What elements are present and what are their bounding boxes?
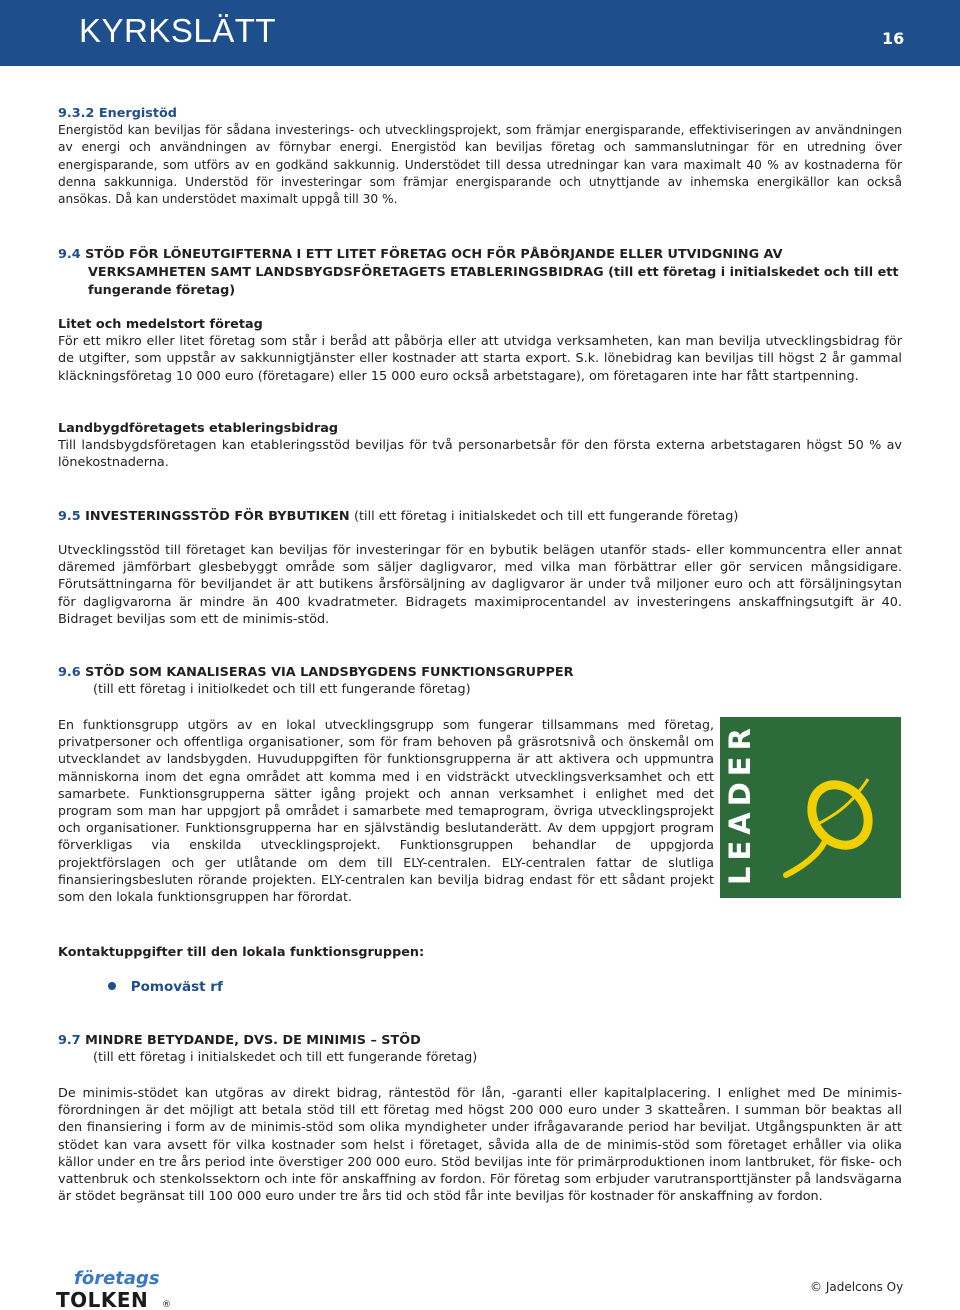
section-paragraph: Utvecklingsstöd till företaget kan beviljas för investeringar för en bybutik belägen utanför stads- eller kommuncentra eller annat däremed jämförbart glesbebyggt område som säljer dagligvaror, med vilka man förbättrar eller gör servicen mångsidigare. Förutsättningarna för beviljandet är att butikens årsförsäljning av dagligvaror är under två miljoner euro och att försäljningsytan för dagligvarorna är mindre än 400 kvadratmeter. Bidragets maximiprocentandel av investeringens anskaffningsutgift är 40. Bidraget beviljas som ett de minimis-stöd. <box>58 543 902 627</box>
contact-block <box>58 944 902 961</box>
logo-registered-mark: ® <box>162 1300 171 1310</box>
section-title-suffix: (till ett företag i initialskedet och till ett fungerande företag) <box>354 509 739 524</box>
leader-logo <box>720 717 901 898</box>
section-heading: 9.3.2 Energistöd <box>58 106 177 121</box>
logo-line-1: företags <box>74 1268 160 1289</box>
bullet-icon <box>108 982 116 990</box>
section-title: INVESTERINGSSTÖD FÖR BYBUTIKEN <box>85 509 350 524</box>
subsection-rural-company <box>58 420 902 472</box>
section-9-7-body <box>58 1085 902 1205</box>
section-title: STÖD FÖR LÖNEUTGIFTERNA I ETT LITET FÖRETAG OCH FÖR PÅBÖRJANDE ELLER UTVIDGNING AV VERKSAMHETEN SAMT LANDSBYGDSFÖRETAGETS ETABLERINGSBIDRAG (till ett företag i initialskedet och till ett fungerande företag) <box>85 247 899 298</box>
section-paragraph: Energistöd kan beviljas för sådana investerings- och utvecklingsprojekt, som främjar energisparande, effektiviseringen av användningen av energi och användningen av förnybar energi. Energistöd kan beviljas företag och sammanslutningar för en utredning över energisparande, som utförs av en godkänd sakkunnig. Understödet till dessa utredningar kan vara maximalt 40 % av kostnaderna för denna sakkunniga. Understöd för investeringar som främjar energisparande och utnyttjande av inhemska energikällor kan också ansökas. Då kan understödet maximalt uppgå till 30 %. <box>58 123 902 207</box>
section-subtitle: (till ett företag i initiolkedet och till ett fungerande företag) <box>93 682 471 698</box>
contact-item-label: Pomoväst rf <box>130 979 223 995</box>
subsection-heading: Litet och medelstort företag <box>58 317 263 332</box>
subsection-paragraph: Till landsbygdsföretagen kan etableringsstöd beviljas för två personarbetsår för den första externa arbetstagaren högst 50 % av lönekostnaderna. <box>58 438 902 471</box>
foretagstolken-logo <box>56 1266 176 1310</box>
section-heading <box>58 1032 902 1049</box>
page-number: 16 <box>882 29 905 48</box>
section-heading <box>58 508 902 525</box>
contact-heading: Kontaktuppgifter till den lokala funktionsgruppen: <box>58 945 425 960</box>
copyright: © Jadelcons Oy <box>810 1280 904 1294</box>
section-number: 9.6 <box>58 665 81 680</box>
section-paragraph: En funktionsgrupp utgörs av en lokal utvecklingsgrupp som fungerar tillsammans med företag, privatpersoner och offentliga organisationer, som för fram behoven på gräsrotsnivå och önskemål om utvecklandet av landsbygden. Huvuduppgiften för funktionsgrupperna är att aktivera och uppmuntra människorna inom det egna området att komma med i en vidsträckt utvecklingsverksamhet och ett samarbete. Funktionsgrupperna sätter igång projekt och annan verksamhet i enlighet med det program som man har uppgjort på området i samarbete med temaprogram, övriga utvecklingsprojekt och organisationer. Funktionsgrupperna har en självständig beslutanderätt. Av dem uppgjort program förverkligas via enskilda utvecklingsprojekt. Funktionsgruppen behandlar de uppgjorda projektförslagen och ger utlåtande om dem till ELY-centralen. ELY-centralen fattar de slutliga finansieringsbesluten rörande projekten. ELY-centralen kan bevilja bidrag endast för ett sådant projekt som den lokala funktionsgruppen har förordat. <box>58 717 714 905</box>
subsection-paragraph: För ett mikro eller litet företag som står i beråd att påbörja eller att utvidga verksamheten, kan man bevilja utvecklingsbidrag för de utgifter, som uppstår av sakkunnigtjänster eller kostnader att starta export. S.k. lönebidrag kan beviljas till högst 2 år gammal kläckningsföretag 10 000 euro (företagare) eller 15 000 euro också arbetstagare), om företagaren inte har fått startpenning. <box>58 334 902 384</box>
leader-logo-text: LEADER <box>723 722 757 885</box>
logo-line-2: TOLKEN <box>56 1288 149 1310</box>
section-subtitle: (till ett företag i initialskedet och till ett fungerande företag) <box>93 1050 478 1066</box>
contact-item[interactable] <box>108 979 223 995</box>
section-heading <box>58 246 902 300</box>
header-title: KYRKSLÄTT <box>79 12 277 49</box>
section-number: 9.7 <box>58 1033 81 1048</box>
section-9-5 <box>58 508 902 525</box>
section-9-7 <box>58 1032 902 1066</box>
subsection-small-company <box>58 316 902 385</box>
subsection-heading: Landbygdföretagets etableringsbidrag <box>58 421 339 436</box>
section-heading <box>58 664 902 681</box>
section-9-3-2 <box>58 105 902 208</box>
page-header <box>0 0 960 66</box>
section-paragraph: De minimis-stödet kan utgöras av direkt bidrag, räntestöd för lån, -garanti eller kapitalplacering. I enlighet med De minimis-förordningen är det möjligt att betala stöd till ett företag med högst 200 000 euro under 3 skatteåren. I summan bör beaktas all den finansiering i form av de minimis-stöd som olika myndigheter under ifrågavarande period har beviljat. Utgångspunkten är att stödet kan vara avsett för vilka kostnader som helst i företaget, såvida alla de de minimis-stöd som företaget erhåller via olika källor under en tre års period inte överstiger 200 000 euro. Stöd beviljas inte för primärproduktionen inom lantbruket, för fiske- och vattenbruk och stenkolssektorn och inte för anskaffning av fordon. För företag som erbjuder varutransporttjänster på landsvägarna är stödet begränsat till 100 000 euro under tre års tid och stöd får inte beviljas för kostnader för anskaffning av fordon. <box>58 1086 902 1205</box>
section-9-5-body <box>58 542 902 628</box>
section-title: STÖD SOM KANALISERAS VIA LANDSBYGDENS FUNKTIONSGRUPPER <box>85 665 574 680</box>
section-title: MINDRE BETYDANDE, DVS. DE MINIMIS – STÖD <box>85 1033 421 1048</box>
section-9-4 <box>58 246 902 300</box>
section-9-6-body <box>58 716 714 905</box>
section-number: 9.5 <box>58 509 81 524</box>
section-number: 9.4 <box>58 247 81 262</box>
section-9-6 <box>58 664 902 698</box>
